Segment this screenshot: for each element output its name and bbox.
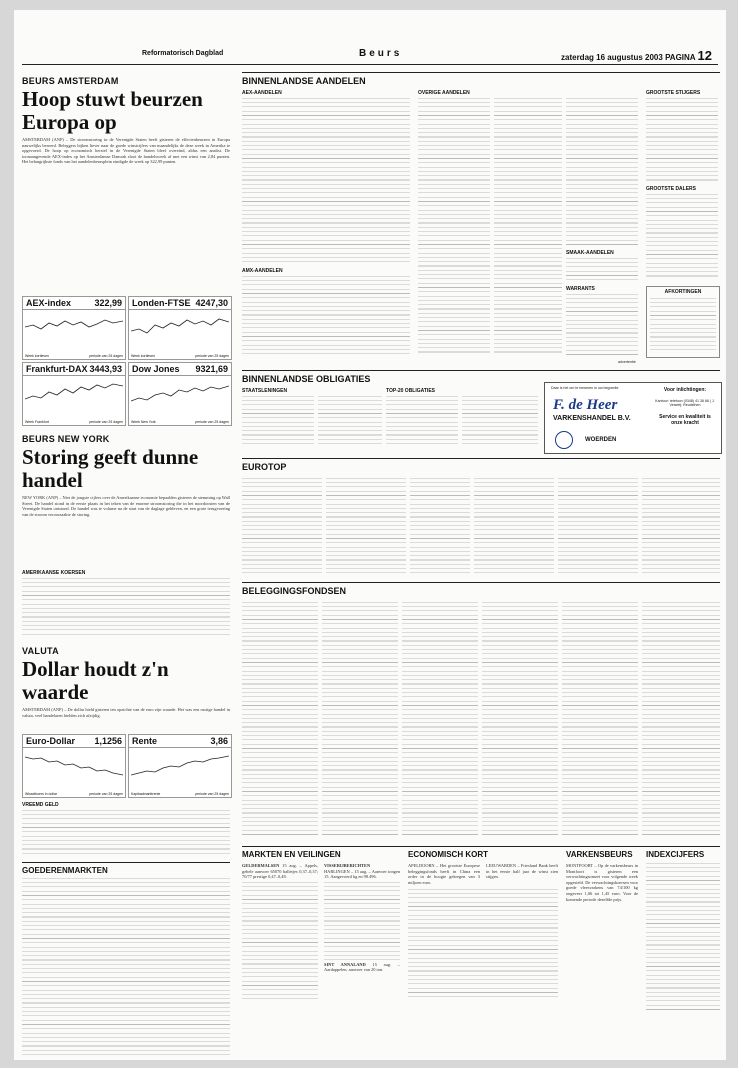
chart-name: AEX-index — [26, 298, 72, 308]
chart-value: 3443,93 — [89, 364, 122, 374]
valuta-headline: Dollar houdt z'n waarde — [22, 657, 169, 704]
chart-footer-right: periode van 25 dagen — [195, 354, 229, 358]
chart-name: Dow Jones — [132, 364, 180, 374]
chart-aex — [22, 296, 126, 360]
markten-t2: HARLINGEN – 15 aug. – Aanvoer tongen 15. Aangevoerd kg en 98.496. — [324, 868, 400, 880]
chart-name: Londen-FTSE — [132, 298, 191, 308]
obligaties-rule — [242, 370, 720, 371]
varkensbeurs-article — [566, 850, 638, 902]
amerikaanse-koersen — [22, 570, 230, 638]
afkortingen-box — [646, 286, 720, 358]
markten-text1 — [242, 882, 318, 1002]
chart-name: Rente — [132, 736, 158, 746]
indexcijfers-title: INDEXCIJFERS — [646, 850, 705, 859]
chart-ftse — [128, 296, 232, 360]
header-rule — [22, 64, 718, 65]
ad-service: Service en kwaliteit is onze kracht — [659, 413, 711, 426]
date-text: zaterdag 16 augustus 2003 — [561, 53, 663, 62]
amerikaanse-koersen-title: AMERIKAANSE KOERSEN — [22, 570, 86, 576]
advertentie-label: advertentie — [618, 360, 636, 364]
goederenmarkten-table — [22, 878, 230, 1058]
eurotop-col6 — [642, 478, 720, 576]
chart-footer-left: Week kortleven — [25, 354, 50, 358]
chart-footer-right: periode van 25 dagen — [195, 792, 229, 796]
vreemd-geld-table — [22, 810, 230, 856]
advertisement-de-heer — [544, 382, 722, 454]
indexcijfers-table — [646, 863, 720, 1013]
chart-eurodollar — [22, 734, 126, 798]
page-number: 12 — [697, 48, 712, 63]
markten-t3: 15 aug. – Aardappelen, aanvoer van 20 ton. — [324, 961, 400, 973]
stijgers-title: GROOTSTE STIJGERS — [646, 90, 701, 96]
amsterdam-label: BEURS AMSTERDAM — [22, 76, 119, 86]
amx-aandelen-table — [242, 276, 410, 356]
dalers-title: GROOTSTE DALERS — [646, 186, 697, 192]
section-name: Beurs — [359, 48, 403, 59]
top20-title: TOP-20 OBLIGATIES — [386, 388, 435, 394]
markten-text2 — [324, 882, 400, 962]
markten-t1: 15 aug. – Appels, gehele aanvoer 65070 balletjes 0,37–0,37; 70/77 prestige 0,47–0,48. — [242, 863, 318, 880]
chart-footer-right: periode van 25 dagen — [89, 420, 123, 424]
chart-rente — [128, 734, 232, 798]
fondsen-col4 — [482, 602, 558, 838]
economisch-text — [408, 889, 558, 999]
fondsen-col2 — [322, 602, 398, 838]
chart-footer — [131, 792, 229, 796]
ad-tagline: Daar is het om te beweren in uw begoedte — [551, 386, 619, 390]
chart-footer — [25, 354, 123, 358]
chart-name: Frankfurt-DAX — [26, 364, 88, 374]
varkensbeurs-title: VARKENSBEURS — [566, 850, 633, 859]
chart-footer-left: Week kortleven — [131, 354, 156, 358]
smaak-aandelen-table — [566, 258, 638, 282]
markten-h3: SINT ANNALAND — [324, 961, 366, 967]
chart-header — [23, 297, 125, 310]
overige-aandelen-col2 — [494, 98, 562, 356]
amsterdam-headline: Hoop stuwt beurzen Europa op — [22, 87, 203, 134]
chart-header — [129, 297, 231, 310]
chart-footer-left: Kapitaalmarktrente — [131, 792, 161, 796]
aex-aandelen-table — [242, 98, 410, 264]
economisch-title: ECONOMISCH KORT — [408, 850, 488, 859]
ad-logo-icon — [555, 431, 573, 449]
amx-aandelen-title: AMX-AANDELEN — [242, 268, 283, 274]
page-label: PAGINA — [665, 53, 696, 62]
warrants-title: WARRANTS — [566, 286, 595, 292]
economisch-p1: APELDOORN – Het grootste Europese beleggingsfonds heeft in China een order in de hoogte gekregen van 3 miljoen euro. — [408, 863, 480, 885]
chart-dowjones — [128, 362, 232, 426]
markten-h2: VISSERIJBERICHTEN — [324, 863, 371, 868]
economisch-article — [408, 850, 558, 999]
ad-contact: Kantoor: telefoon (0348) 41 36 66 | J. Verweij: Reudelhen — [655, 399, 715, 408]
valuta-body: AMSTERDAM (ANP) – De dollar hield gisteren ten opzichte van de euro zijn waarde. Het was een rustige handel in valuta, veel handelaren hielden zich afzijdig. — [22, 707, 230, 718]
dalers-table — [646, 194, 718, 280]
chart-line — [131, 749, 229, 787]
chart-header — [23, 363, 125, 376]
fondsen-col3 — [402, 602, 478, 838]
eurotop-col5 — [558, 478, 638, 576]
stijgers-table — [646, 98, 718, 182]
chart-footer-right: periode van 25 dagen — [89, 354, 123, 358]
chart-header — [129, 735, 231, 748]
chart-value: 4247,30 — [195, 298, 228, 308]
newyork-body: NEW YORK (ANP) – Niet de jongste cijfers over de Amerikaanse economie bepaalden gisteren de stemming op Wall Street. De handel stond in de eerste plaats in het teken van de enorme stroomstoring die in het noordoosten van de Verenigde Staten ontstond. De handel was te volume na de start van de daglage gebleven, en een grote terugvoering van de stroom veroorzaakte de storing. — [22, 495, 230, 517]
amerikaanse-koersen-table — [22, 578, 230, 638]
ad-company: VARKENSHANDEL B.V. — [553, 415, 631, 422]
chart-value: 1,1256 — [94, 736, 122, 746]
chart-header — [129, 363, 231, 376]
chart-line — [25, 311, 123, 349]
chart-footer-right: periode van 25 dagen — [195, 420, 229, 424]
chart-line — [131, 377, 229, 415]
chart-line — [25, 377, 123, 415]
chart-footer-right: periode van 25 dagen — [89, 792, 123, 796]
eurotop-col4 — [474, 478, 554, 576]
ad-brand: F. de Heer — [553, 397, 618, 413]
indexcijfers — [646, 850, 720, 1013]
newyork-label: BEURS NEW YORK — [22, 434, 110, 444]
vreemd-geld-title: VREEMD GELD — [22, 802, 59, 808]
markten-article — [242, 850, 400, 1002]
smaak-aandelen-title: SMAAK-AANDELEN — [566, 250, 614, 256]
afkortingen-title: AFKORTINGEN — [664, 289, 702, 295]
fondsen-col6 — [642, 602, 720, 838]
eurotop-title: EUROTOP — [242, 462, 287, 472]
chart-footer — [25, 792, 123, 796]
chart-line — [25, 749, 123, 787]
eurotop-col3 — [410, 478, 470, 576]
chart-footer — [131, 354, 229, 358]
aandelen-rule — [242, 72, 720, 73]
afkortingen-list — [650, 298, 716, 350]
chart-value: 3,86 — [210, 736, 228, 746]
fondsen-col1 — [242, 602, 318, 838]
newspaper-page — [14, 10, 726, 1060]
eurotop-rule — [242, 458, 720, 459]
page-date — [561, 48, 712, 63]
obligaties-col2 — [318, 396, 382, 446]
markten-h1: GELDERMALSEN — [242, 863, 280, 868]
ad-place: WOERDEN — [585, 437, 617, 443]
fondsen-rule — [242, 582, 720, 583]
chart-name: Euro-Dollar — [26, 736, 76, 746]
bottom-rule — [242, 846, 720, 847]
aex-aandelen-title: AEX-AANDELEN — [242, 90, 282, 96]
markten-title: MARKTEN EN VEILINGEN — [242, 850, 341, 859]
chart-footer — [131, 420, 229, 424]
fondsen-title: BELEGGINGSFONDSEN — [242, 586, 347, 596]
varkensbeurs-body: MONTFOORT – Op de varkensbeurs in Montfoort is gisteren een verwachtingsomzet voor volgende week opgesteld. De verwachtingskoersen voor goede vleesvarkens van 74/100 kg ongeveer 1,06 tot 1,45 euro. Voor de komende periode dezelfde prijs. — [566, 863, 638, 902]
chart-footer — [25, 420, 123, 424]
overige-aandelen-col1 — [418, 98, 490, 356]
economisch-p2: LEEUWARDEN – Friesland Bank heeft in het eerste half jaar de winst zien stijgen. — [486, 863, 558, 880]
eurotop-col2 — [326, 478, 406, 576]
amsterdam-article — [22, 76, 230, 292]
aandelen-title: BINNENLANDSE AANDELEN — [242, 76, 366, 86]
chart-value: 322,99 — [94, 298, 122, 308]
top20-table — [386, 396, 458, 446]
chart-line — [131, 311, 229, 349]
amsterdam-body: AMSTERDAM (ANP) – De stroomstoring in de Verenigde Staten heeft gisteren de effectenbeurzen in Europa nauwelijks beroerd. Beleggers bijken liever naar de goede winstcijfers van maandelijks de deze week in Amerika te opgevoerd. De hoop op economisch herstel in de Verenigde Staten bleef overeind, aldus een analist. De toonaangevende AEX-index op het Amsterdamse Damrak sloot de handelsweek af met een winst van 2,84 punten. Het belangrijkste fonds van het aandelenbeursplein eindigde de week op 322,99 punten. — [22, 137, 230, 165]
valuta-article — [22, 646, 230, 743]
goederenmarkten-title: GOEDERENMARKTEN — [22, 862, 230, 875]
chart-value: 9321,69 — [195, 364, 228, 374]
chart-footer-left: Week Frankfurt — [25, 420, 49, 424]
staatsleningen-table — [242, 396, 314, 446]
staatsleningen-title: STAATSLENINGEN — [242, 388, 288, 394]
chart-header — [23, 735, 125, 748]
publication-name: Reformatorisch Dagblad — [142, 50, 224, 57]
chart-footer-left: Wisselkoers in dollar — [25, 792, 58, 796]
obligaties-title: BINNENLANDSE OBLIGATIES — [242, 374, 371, 384]
goederenmarkten — [22, 862, 230, 1058]
overige-aandelen-col3 — [566, 98, 638, 248]
vreemd-geld — [22, 802, 230, 856]
newyork-headline: Storing geeft dunne handel — [22, 445, 199, 492]
valuta-label: VALUTA — [22, 646, 59, 656]
warrants-table — [566, 294, 638, 356]
fondsen-col5 — [562, 602, 638, 838]
eurotop-col1 — [242, 478, 322, 576]
chart-dax — [22, 362, 126, 426]
obligaties-col4 — [462, 396, 538, 446]
chart-footer-left: Week New York — [131, 420, 156, 424]
ad-contact-title: Voor inlichtingen: — [663, 387, 707, 393]
overige-aandelen-title: OVERIGE AANDELEN — [418, 90, 470, 96]
